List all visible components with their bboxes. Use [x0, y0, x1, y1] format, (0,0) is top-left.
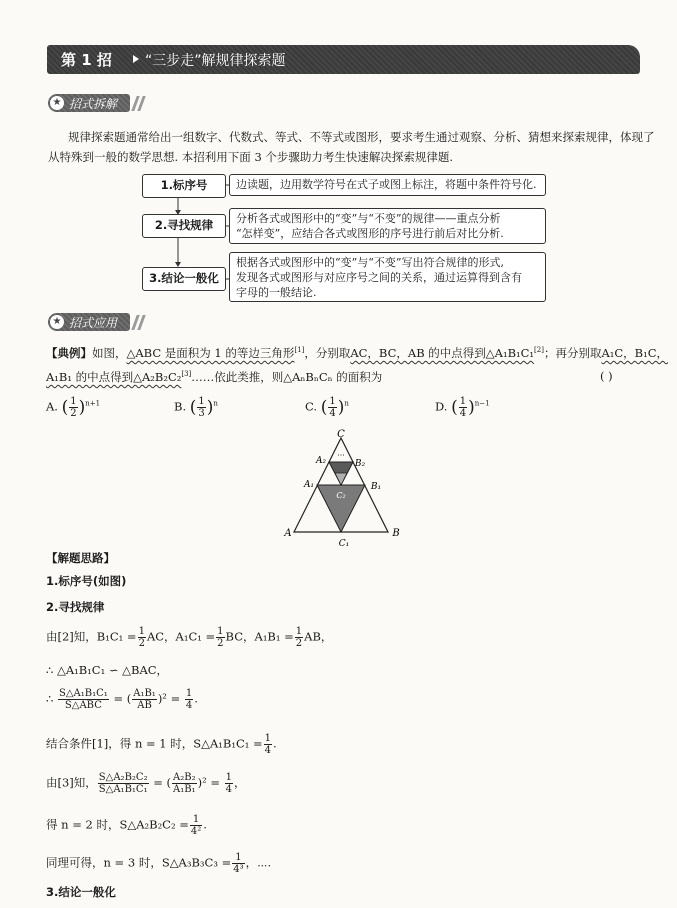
condition-3: A₁C，B₁C， — [601, 346, 669, 360]
solution-line-6: 得 n = 2 时，S△A₂B₂C₂ = $\frac{1}{\text{4²}}$ . — [46, 814, 207, 837]
label-b2: B₂ — [354, 459, 366, 469]
intro-line-2: 从特殊到一般的数学思想. 本招利用下面 3 个步骤助力考生快速解决探索规律题. — [48, 150, 454, 164]
triangle-right-icon — [133, 55, 139, 63]
label-a: A — [284, 528, 292, 539]
solution-step-3: 3.结论一般化 — [46, 885, 116, 899]
solution-line-5: 由[3]知， $\frac{\text{S△A₂B₂C₂}}{\text{S△A₁B₁C₁}}$ = ( $\frac{\text{A₂B₂}}{\text{A₁B₁}}$ )² = $\frac{1}{4}$ ， — [46, 772, 246, 795]
step-desc-line: 分析各式或图形中的“变”与“不变”的规律——重点分析 — [236, 212, 501, 225]
option-d: D. ( $\frac{1}{4}$ )$^{n-1}$ — [435, 396, 490, 419]
section-tag-breakdown — [48, 94, 130, 112]
step-desc-line: 发现各式或图形与对应序号之间的关系，通过运算得到含有 — [236, 271, 522, 284]
solution-step-2: 2.寻找规律 — [46, 600, 105, 614]
solution-step-1: 1.标序号(如图) — [46, 574, 127, 588]
label-c2: C₂ — [336, 491, 346, 500]
answer-bracket: ( ) — [600, 369, 613, 383]
solution-line-3: ∴ $\frac{\text{S△A₁B₁C₁}}{\text{S△ABC}}$ = ( $\frac{\text{A₁B₁}}{AB}$ )² = $\frac{1}{4}$ . — [46, 688, 198, 711]
label-c: C — [337, 429, 345, 440]
step-1-box: 1.标序号 — [142, 174, 226, 198]
step-3-box: 3.结论一般化 — [142, 267, 226, 291]
label-a2: A₂ — [315, 456, 327, 466]
step-desc-line: 边读题，边用数学符号在式子或图上标注，将题中条件符号化. — [236, 178, 537, 191]
label-c1: C₁ — [338, 539, 350, 549]
step-2-box: 2.寻找规律 — [142, 214, 226, 238]
solution-line-2: ∴ △A₁B₁C₁ ∽ △BAC， — [46, 663, 169, 677]
condition-3-cont: A₁B₁ 的中点得到△A₂B₂C₂ — [46, 370, 182, 384]
title-banner — [47, 45, 640, 74]
section-tag-application — [48, 313, 130, 331]
dots-label: ··· — [337, 451, 345, 460]
lesson-number: 第 1 招 — [61, 51, 112, 69]
intro-line-1: 规律探索题通常给出一组数字、代数式、等式、不等式或图形，要求考生通过观察、分析、猜想来探索规律，体现了 — [68, 130, 655, 144]
option-b: B. ( $\frac{1}{3}$ )$^n$ — [174, 396, 218, 419]
step-1-desc — [229, 174, 546, 196]
step-desc-line: 字母的一般结论. — [236, 286, 317, 299]
lesson-title: “三步走”解规律探索题 — [145, 53, 286, 69]
triangle-figure — [276, 426, 416, 552]
section-title: 招式应用 — [69, 316, 118, 330]
solution-heading: 【解题思路】 — [46, 551, 115, 565]
condition-2: AC，BC，AB 的中点得到△A₁B₁C₁ — [350, 346, 535, 360]
option-c: C. ( $\frac{1}{4}$ )$^n$ — [305, 396, 349, 419]
solution-line-1: 由[2]知，B₁C₁ = $\frac{1}{2}$ AC，A₁C₁ = $\frac{1}{2}$ BC，A₁B₁ = $\frac{1}{2}$ AB， — [46, 626, 333, 649]
solution-line-4: 结合条件[1]，得 n = 1 时，S△A₁B₁C₁ = $\frac{1}{4}$ . — [46, 733, 277, 756]
star-icon: ★ — [50, 96, 64, 110]
condition-1: △ABC 是面积为 1 的等边三角形 — [126, 346, 295, 360]
triangle-a3b3c3 — [335, 473, 347, 485]
step-desc-line: 根据各式或图形中的“变”与“不变”写出符合规律的形式, — [236, 256, 504, 269]
section-title: 招式拆解 — [69, 97, 118, 111]
step-3-desc — [229, 252, 546, 302]
label-a1: A₁ — [303, 480, 315, 490]
example-tag: 【典例】 — [46, 346, 92, 360]
step-2-desc — [229, 208, 546, 244]
example-line-2: A₁B₁ 的中点得到△A₂B₂C₂[3]……依此类推，则△AₙBₙCₙ 的面积为 — [46, 370, 383, 384]
star-icon: ★ — [50, 315, 64, 329]
example-line-1: 【典例】如图，△ABC 是面积为 1 的等边三角形[1]，分别取AC，BC，AB 的中点得到△A₁B₁C₁[2]；再分别取A₁C，B₁C， — [46, 346, 669, 360]
solution-line-7: 同理可得，n = 3 时，S△A₃B₃C₃ = $\frac{1}{\text{4³}}$ ，⋯. — [46, 852, 272, 875]
step-desc-line: “怎样变”，应结合各式或图形的序号进行前后对比分析. — [236, 227, 504, 240]
label-b1: B₁ — [370, 482, 382, 492]
option-a: A. ( $\frac{1}{2}$ )$^{n+1}$ — [46, 396, 101, 419]
label-b: B — [392, 528, 400, 539]
